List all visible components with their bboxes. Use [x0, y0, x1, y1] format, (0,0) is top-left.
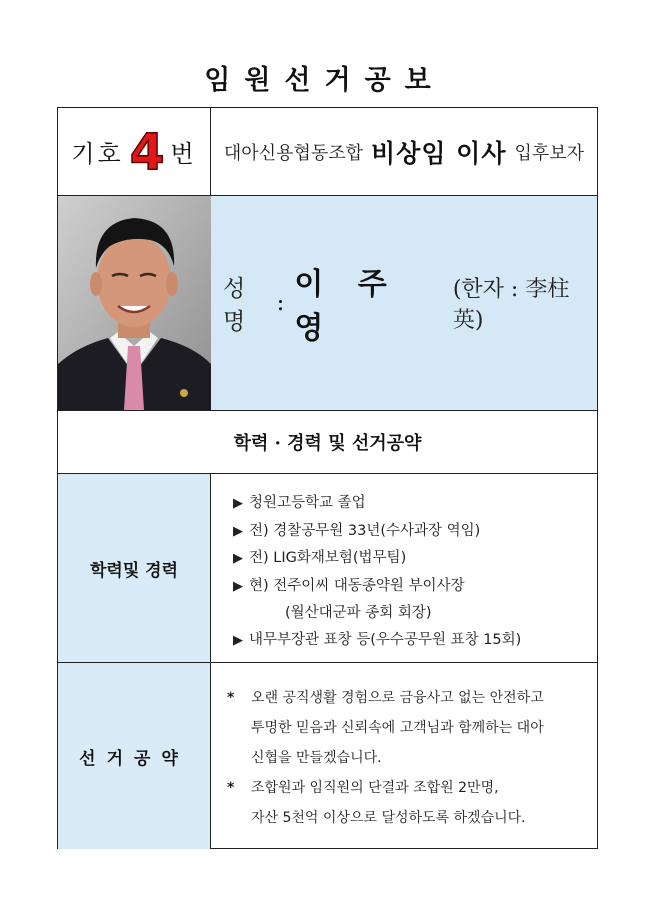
name-colon: :	[276, 290, 285, 316]
list-item: ▶ 현) 전주이씨 대동종약원 부이사장	[233, 577, 465, 594]
organization-name: 대아신용협동조합	[223, 142, 364, 164]
photo-cell	[58, 196, 211, 410]
career-label-cell	[58, 474, 211, 662]
giho-cell	[58, 108, 211, 195]
section-heading: 학력 · 경력 및 선거공약	[233, 433, 422, 454]
pledge-line: * 조합원과 임직원의 단결과 조합원 2만명,	[227, 773, 587, 803]
candidate-number-row	[58, 108, 597, 195]
arrow-bullet-icon: ▶	[233, 496, 243, 511]
giho-prefix: 기호	[71, 140, 124, 168]
name-label: 성명	[223, 276, 246, 335]
pledge-label: 선거공약	[79, 748, 189, 769]
election-bulletin-table	[57, 107, 598, 849]
candidate-name-hanja: (한자 : 李柱英)	[452, 277, 570, 333]
profile-row	[58, 195, 597, 410]
pledge-list	[227, 683, 587, 833]
list-item-sub: (월산대군파 종회 회장)	[285, 605, 432, 621]
list-item: ▶ 전) LIG화재보험(법무팀)	[233, 550, 407, 566]
asterisk-bullet-icon: *	[227, 780, 235, 796]
list-item: ▶ 전) 경찰공무원 33년(수사과장 역임)	[233, 522, 481, 539]
giho-suffix: 번	[170, 140, 197, 168]
candidate-number: 4	[129, 122, 165, 181]
pledge-content-cell	[211, 663, 597, 849]
candidate-name: 이 주 영	[294, 267, 399, 346]
name-cell	[211, 196, 597, 410]
candidacy-suffix: 입후보자	[514, 142, 585, 164]
list-item: ▶ 청원고등학교 졸업	[233, 495, 366, 511]
position-title: 비상임 이사	[371, 138, 507, 168]
candidacy-cell	[211, 108, 597, 195]
arrow-bullet-icon: ▶	[233, 578, 243, 594]
pledge-row	[58, 662, 597, 849]
arrow-bullet-icon: ▶	[233, 551, 243, 566]
pledge-line: 투명한 믿음과 신뢰속에 고객님과 함께하는 대아	[251, 720, 544, 736]
career-row	[58, 473, 597, 662]
asterisk-bullet-icon: *	[227, 690, 235, 706]
pledge-line: 신협을 만들겠습니다.	[251, 750, 382, 766]
list-item: ▶ 내무부장관 표창 등(우수공무원 표창 15회)	[233, 631, 522, 648]
section-heading-row	[58, 410, 597, 473]
pledge-line: * 오랜 공직생활 경험으로 금융사고 없는 안전하고	[227, 683, 587, 713]
candidate-photo	[58, 196, 211, 410]
arrow-bullet-icon: ▶	[233, 632, 243, 648]
career-content-cell	[211, 474, 597, 662]
career-list	[233, 490, 589, 654]
career-label: 학력및 경력	[89, 560, 179, 581]
pledge-line: 자산 5천억 이상으로 달성하도록 하겠습니다.	[251, 810, 526, 826]
arrow-bullet-icon: ▶	[233, 523, 243, 539]
pledge-label-cell	[58, 663, 211, 849]
document-title: 임원선거공보	[204, 65, 445, 96]
